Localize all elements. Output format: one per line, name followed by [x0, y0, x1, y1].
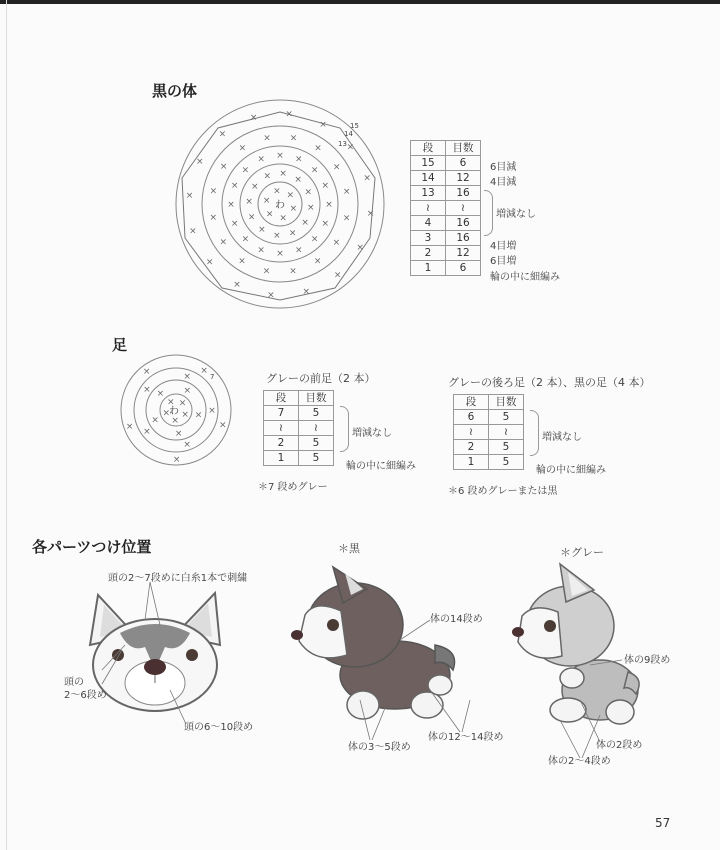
table-row	[411, 156, 481, 171]
round-cell: 6	[454, 410, 489, 425]
count-cell: ≀	[299, 421, 334, 436]
table-row	[264, 451, 334, 466]
parts-section-title: 各パーツつけ位置	[32, 538, 152, 556]
round-cell: 7	[264, 406, 299, 421]
round-cell: 15	[411, 156, 446, 171]
body-note-same: 増減なし	[496, 209, 536, 220]
stitch-mark: ×	[289, 204, 298, 215]
body-14-annotation: 体の14段め	[430, 614, 483, 625]
round-cell: 1	[411, 261, 446, 276]
leg-chart-r7-label: 7	[210, 373, 215, 381]
black-dog-label: ＊黒	[338, 542, 360, 555]
head-2-6-annotation-line1: 頭の	[64, 677, 84, 688]
body-12-14-annotation: 体の12〜14段め	[428, 732, 504, 743]
back-leg-note-same: 増減なし	[542, 432, 582, 443]
front-leg-footnote: ＊7 段めグレー	[258, 482, 328, 493]
stitch-mark: ×	[262, 195, 271, 206]
stitch-mark: ×	[332, 162, 341, 173]
stitch-mark: ×	[346, 142, 355, 153]
count-cell: 5	[299, 436, 334, 451]
stitch-mark: ×	[314, 143, 322, 154]
table-row	[454, 425, 524, 440]
stitch-mark: ×	[143, 384, 151, 395]
stitch-mark: ×	[218, 129, 227, 140]
stitch-mark: ×	[313, 256, 322, 267]
stitch-mark: ×	[167, 397, 175, 408]
stitch-mark: ×	[183, 386, 192, 396]
stitch-mark: ×	[241, 234, 250, 245]
front-leg-brace	[340, 406, 349, 452]
stitch-mark: ×	[249, 112, 258, 123]
table-row	[454, 440, 524, 455]
gray-dog-label: ＊グレー	[560, 546, 604, 559]
stitch-mark: ×	[219, 237, 228, 248]
stitch-mark: ×	[304, 187, 313, 198]
body-note-r14: 4目減	[490, 177, 517, 188]
count-cell: ≀	[489, 425, 524, 440]
count-cell: 5	[489, 455, 524, 470]
stitch-mark: ×	[263, 171, 272, 182]
body-note-r2: 6目増	[490, 256, 517, 267]
front-leg-header-count: 目数	[299, 391, 334, 406]
count-cell: ≀	[446, 201, 481, 216]
stitch-mark: ×	[245, 196, 253, 207]
stitch-mark: ×	[151, 415, 159, 426]
front-leg-table	[263, 390, 334, 466]
body-section-title: 黒の体	[152, 82, 198, 100]
stitch-mark: ×	[238, 256, 246, 267]
stitch-mark: ×	[230, 181, 239, 192]
stitch-mark: ×	[273, 186, 281, 197]
count-cell: 12	[446, 171, 481, 186]
stitch-mark: ×	[333, 270, 342, 281]
stitch-mark: ×	[189, 226, 197, 237]
stitch-mark: ×	[285, 109, 293, 120]
table-row	[411, 231, 481, 246]
stitch-mark: ×	[301, 218, 309, 229]
back-leg-table	[453, 394, 524, 470]
leg-chart-center-label: わ	[169, 406, 179, 417]
stitch-mark: ×	[332, 238, 341, 248]
stitch-mark: ×	[286, 190, 295, 201]
body-stitch-table	[410, 140, 481, 276]
round-cell: 2	[454, 440, 489, 455]
stitch-mark: ×	[263, 133, 271, 144]
stitch-mark: ×	[156, 389, 165, 400]
round-cell: 3	[411, 231, 446, 246]
stitch-mark: ×	[265, 209, 274, 220]
stitch-mark: ×	[241, 165, 250, 176]
stitch-mark: ×	[310, 234, 319, 245]
stitch-mark: ×	[288, 228, 297, 239]
table-row	[264, 436, 334, 451]
back-leg-title: グレーの後ろ足（2 本）、黒の足（4 本）	[448, 376, 651, 389]
round-cell: ≀	[454, 425, 489, 440]
stitch-mark: ×	[262, 266, 271, 277]
body-chart-r14-label: 14	[344, 130, 353, 138]
body-table-header-count: 目数	[446, 141, 481, 156]
stitch-mark: ×	[276, 151, 284, 161]
body-note-r3: 4目増	[490, 241, 517, 252]
stitch-mark: ×	[174, 428, 183, 439]
back-leg-header-round: 段	[454, 395, 489, 410]
count-cell: 16	[446, 231, 481, 246]
round-cell: 4	[411, 216, 446, 231]
binding-line	[6, 0, 7, 850]
stitch-mark: ×	[307, 203, 315, 214]
stitch-mark: ×	[185, 190, 194, 201]
page-number: 57	[655, 816, 671, 830]
back-leg-header-count: 目数	[489, 395, 524, 410]
stitch-mark: ×	[342, 187, 351, 197]
stitch-mark: ×	[227, 200, 235, 210]
stitch-mark: ×	[363, 173, 371, 184]
stitch-mark: ×	[200, 366, 208, 376]
stitch-mark: ×	[205, 257, 214, 268]
stitch-mark: ×	[319, 119, 327, 130]
round-cell: ≀	[411, 201, 446, 216]
count-cell: 5	[299, 451, 334, 466]
stitch-mark: ×	[325, 200, 333, 210]
stitch-mark: ×	[219, 162, 228, 172]
leg-stitch-chart	[116, 352, 236, 468]
round-cell: 1	[454, 455, 489, 470]
table-row	[264, 406, 334, 421]
head-2-6-annotation-line2: 2〜6段め	[64, 690, 107, 701]
table-row	[411, 246, 481, 261]
stitch-mark: ×	[238, 143, 247, 154]
round-cell: 14	[411, 171, 446, 186]
stitch-mark: ×	[294, 174, 302, 185]
stitch-mark: ×	[321, 181, 330, 192]
front-leg-header-round: 段	[264, 391, 299, 406]
stitch-mark: ×	[295, 154, 303, 165]
body-9-annotation: 体の9段め	[624, 655, 671, 666]
body-brace	[484, 190, 493, 236]
stitch-mark: ×	[267, 290, 275, 301]
body-table-header-round: 段	[411, 141, 446, 156]
table-row	[411, 186, 481, 201]
leg-section-title: 足	[112, 336, 128, 354]
body-note-r1: 輪の中に細編み	[490, 272, 560, 283]
stitch-mark: ×	[257, 245, 265, 256]
table-row	[454, 410, 524, 425]
stitch-mark: ×	[321, 218, 330, 229]
stitch-mark: ×	[233, 280, 241, 291]
head-embroidery-annotation: 頭の2〜7段めに白糸1本で刺繍	[108, 573, 248, 584]
front-leg-title: グレーの前足（2 本）	[266, 372, 376, 385]
count-cell: 12	[446, 246, 481, 261]
black-dog-illustration	[285, 555, 465, 735]
stitch-mark: ×	[230, 218, 239, 229]
stitch-mark: ×	[143, 427, 151, 438]
stitch-mark: ×	[196, 157, 204, 167]
body-2-annotation: 体の2段め	[596, 740, 643, 751]
stitch-mark: ×	[342, 213, 351, 224]
body-chart-r13-label: 13	[338, 140, 347, 148]
table-row	[411, 216, 481, 231]
count-cell: 6	[446, 156, 481, 171]
table-row	[264, 421, 334, 436]
stitch-mark: ×	[142, 366, 151, 377]
body-note-r15: 6目減	[490, 162, 517, 173]
stitch-mark: ×	[209, 186, 218, 197]
count-cell: 5	[299, 406, 334, 421]
stitch-mark: ×	[276, 249, 284, 259]
stitch-mark: ×	[208, 406, 216, 416]
top-edge-bar	[0, 0, 720, 4]
stitch-mark: ×	[366, 209, 375, 220]
stitch-mark: ×	[183, 371, 191, 382]
body-chart-r15-label: 15	[350, 122, 359, 130]
stitch-mark: ×	[125, 421, 134, 432]
stitch-mark: ×	[219, 420, 227, 431]
round-cell: 13	[411, 186, 446, 201]
stitch-mark: ×	[181, 409, 189, 420]
stitch-mark: ×	[279, 169, 287, 180]
body-3-5-annotation: 体の3〜5段め	[348, 742, 411, 753]
stitch-mark: ×	[356, 243, 364, 253]
stitch-mark: ×	[289, 266, 297, 277]
back-leg-note-first: 輪の中に細編み	[536, 465, 606, 476]
body-chart-center-label: わ	[275, 200, 285, 211]
front-leg-note-same: 増減なし	[352, 428, 392, 439]
count-cell: 5	[489, 410, 524, 425]
count-cell: 6	[446, 261, 481, 276]
head-6-10-annotation: 頭の6〜10段め	[184, 722, 254, 733]
stitch-mark: ×	[209, 213, 218, 223]
stitch-mark: ×	[302, 287, 311, 298]
round-cell: ≀	[264, 421, 299, 436]
table-row	[411, 171, 481, 186]
round-cell: 1	[264, 451, 299, 466]
body-2-4-annotation: 体の2〜4段め	[548, 756, 611, 767]
back-leg-brace	[530, 410, 539, 456]
stitch-mark: ×	[310, 165, 319, 176]
count-cell: 16	[446, 216, 481, 231]
table-row	[454, 455, 524, 470]
stitch-mark: ×	[183, 440, 191, 451]
count-cell: 16	[446, 186, 481, 201]
stitch-mark: ×	[171, 416, 179, 426]
stitch-mark: ×	[194, 410, 203, 421]
round-cell: 2	[411, 246, 446, 261]
stitch-mark: ×	[172, 455, 181, 465]
stitch-mark: ×	[178, 398, 187, 409]
stitch-mark: ×	[279, 213, 287, 224]
stitch-mark: ×	[258, 225, 266, 236]
stitch-mark: ×	[247, 212, 256, 223]
stitch-mark: ×	[295, 245, 303, 256]
back-leg-footnote: ＊6 段めグレーまたは黒	[448, 486, 558, 497]
front-leg-note-first: 輪の中に細編み	[346, 461, 416, 472]
stitch-mark: ×	[162, 408, 171, 419]
stitch-mark: ×	[289, 133, 298, 144]
round-cell: 2	[264, 436, 299, 451]
table-row	[411, 261, 481, 276]
count-cell: 5	[489, 440, 524, 455]
body-stitch-chart	[170, 98, 390, 310]
stitch-mark: ×	[251, 181, 259, 192]
stitch-mark: ×	[273, 230, 281, 241]
table-row	[411, 201, 481, 216]
gray-dog-illustration	[510, 560, 680, 740]
stitch-mark: ×	[257, 154, 265, 165]
